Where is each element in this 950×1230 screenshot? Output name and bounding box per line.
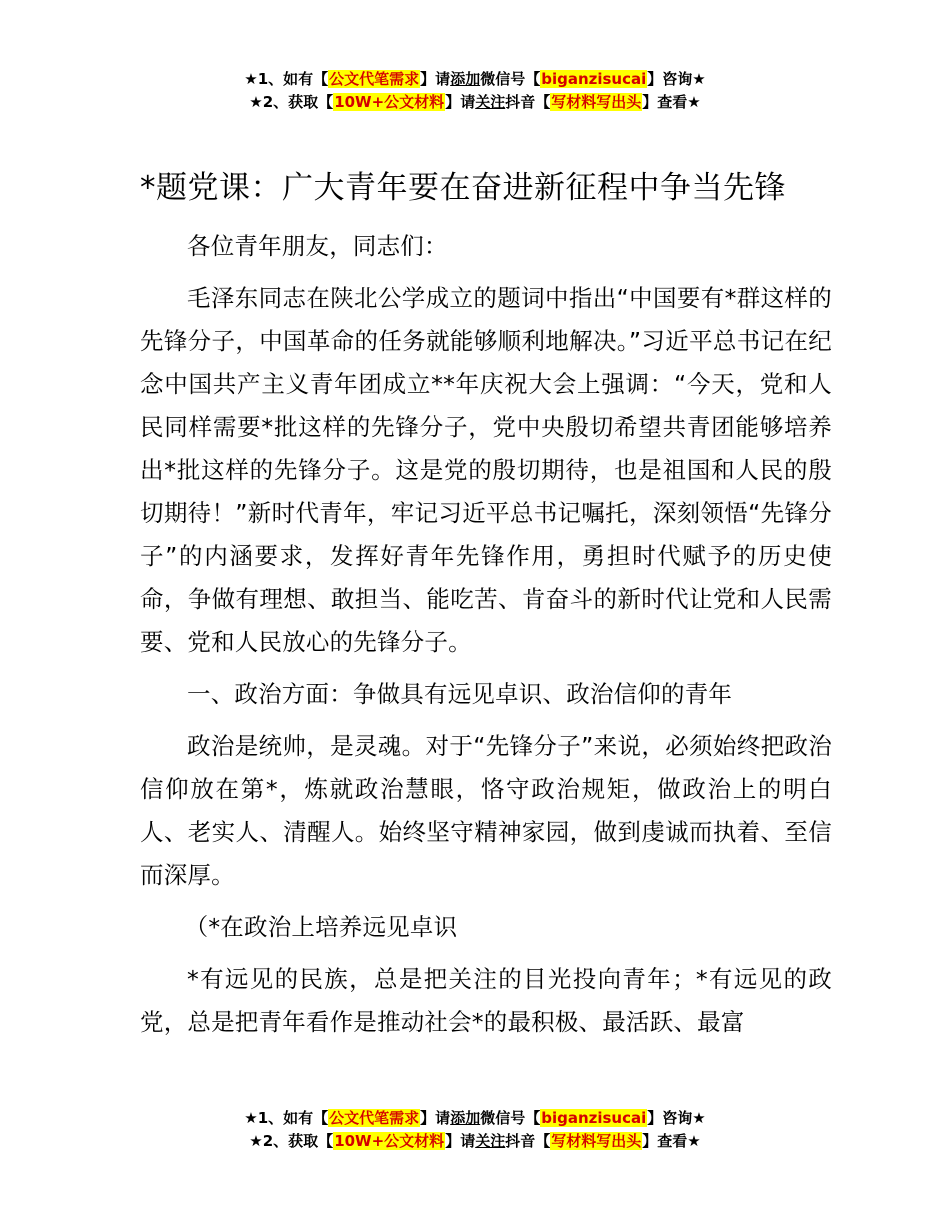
banner-line-1: ★1、如有【公文代笔需求】请添加微信号【biganzisucai】咨询★ — [244, 70, 706, 88]
document-body — [140, 225, 832, 1053]
banner-highlight: 公文代笔需求 — [329, 1109, 420, 1127]
body-paragraph: 毛泽东同志在陕北公学成立的题词中指出“中国要有*群这样的先锋分子，中国革命的任务就能够顺利地解决。”习近平总书记在纪念中国共产主义青年团成立**年庆祝大会上强调：“今天，党和人民同样需要*批这样的先锋分子，党中央殷切希望共青团能够培养出*批这样的先锋分子。这是党的殷切期待，也是祖国和人民的殷切期待！”新时代青年，牢记习近平总书记嘱托，深刻领悟“先锋分子”的内涵要求，发挥好青年先锋作用，勇担时代赋予的历史使命，争做有理想、敢担当、能吃苦、肯奋斗的新时代让党和人民需要、党和人民放心的先锋分子。 — [140, 284, 832, 656]
header-banner — [0, 68, 950, 114]
banner-highlight: 写材料写出头 — [551, 93, 642, 111]
banner-line-2: ★2、获取【10W+公文材料】请关注抖音【写材料写出头】查看★ — [249, 93, 701, 111]
footer-banner — [0, 1107, 950, 1153]
banner-line-1: ★1、如有【公文代笔需求】请添加微信号【biganzisucai】咨询★ — [244, 1109, 706, 1127]
banner-highlight: 公文代笔需求 — [329, 70, 420, 88]
body-paragraph: 政治是统帅，是灵魂。对于“先锋分子”来说，必须始终把政治信仰放在第*，炼就政治慧眼，恪守政治规矩，做政治上的明白人、老实人、清醒人。始终坚守精神家园，做到虔诚而执着、至信而深厚。 — [140, 732, 832, 889]
subsection-heading: （*在政治上培养远见卓识 — [184, 913, 458, 941]
banner-highlight: 10W+公文材料 — [334, 1132, 445, 1150]
banner-highlight: 写材料写出头 — [551, 1132, 642, 1150]
banner-line-2: ★2、获取【10W+公文材料】请关注抖音【写材料写出头】查看★ — [249, 1132, 701, 1150]
section-heading: 一、政治方面：争做具有远见卓识、政治信仰的青年 — [187, 680, 733, 708]
salutation: 各位青年朋友，同志们： — [187, 232, 448, 260]
banner-highlight: 10W+公文材料 — [334, 93, 445, 111]
banner-highlight: biganzisucai — [541, 1109, 647, 1127]
banner-highlight: biganzisucai — [541, 70, 647, 88]
document-title: *题党课：广大青年要在奋进新征程中争当先锋 — [140, 170, 786, 206]
body-paragraph: *有远见的民族，总是把关注的目光投向青年；*有远见的政党，总是把青年看作是推动社会*的最积极、最活跃、最富 — [140, 965, 832, 1036]
